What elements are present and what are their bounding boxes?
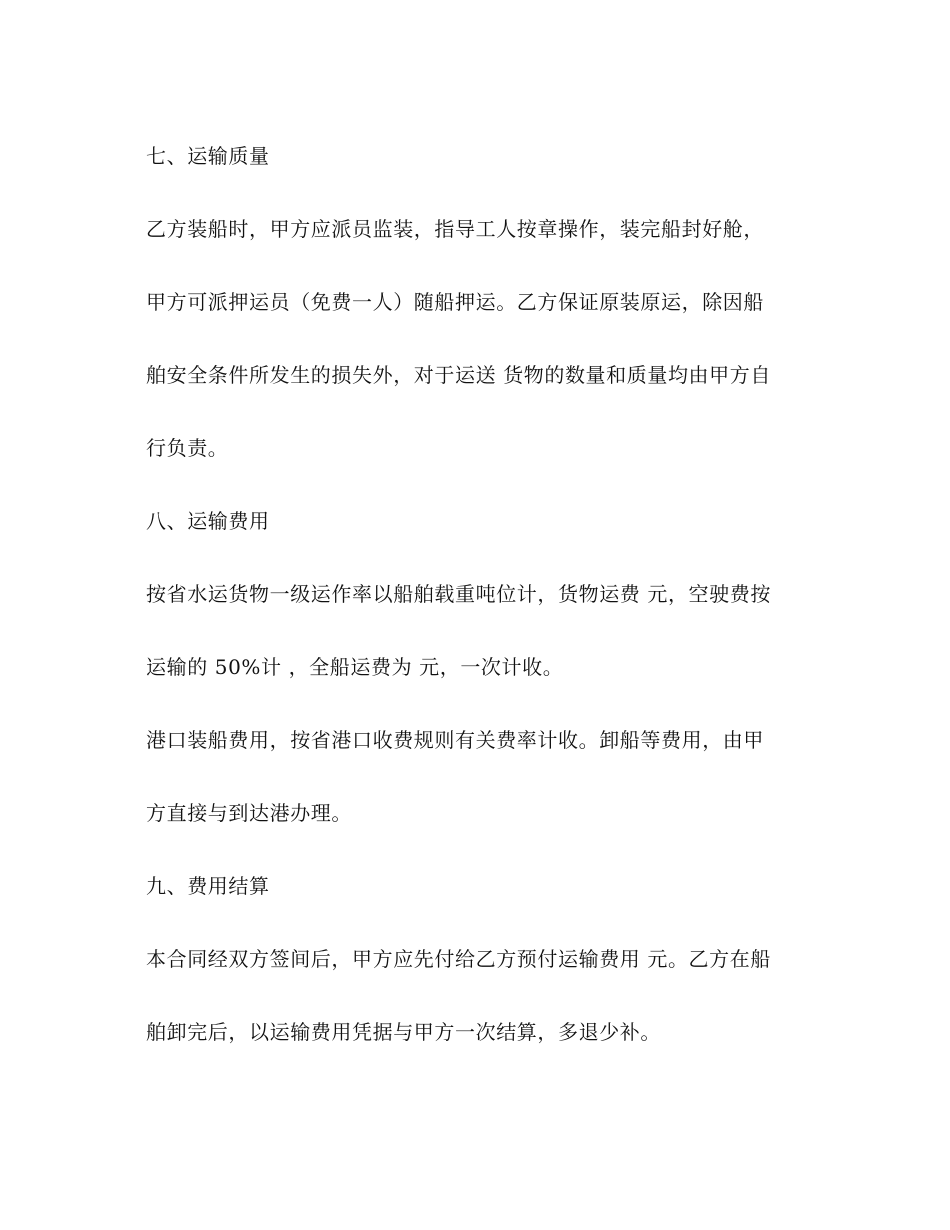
paragraph-line: 甲方可派押运员（免费一人）随船押运。乙方保证原装原运，除因船: [146, 290, 764, 314]
paragraph-line: 方直接与到达港办理。: [146, 801, 352, 825]
paragraph-line: 行负责。: [146, 436, 229, 460]
paragraph-line: 港口装船费用，按省港口收费规则有关费率计收。卸船等费用，由甲: [146, 728, 764, 752]
paragraph-line: 本合同经双方签间后，甲方应先付给乙方预付运输费用 元。乙方在船: [146, 947, 771, 971]
paragraph-line: 运输的 50%计 ，全船运费为 元，一次计收。: [146, 655, 564, 679]
section-heading-transport-fees: 八、运输费用: [146, 509, 270, 533]
paragraph-line: 按省水运货物一级运作率以船舶载重吨位计，货物运费 元，空驶费按: [146, 582, 771, 606]
section-heading-transport-quality: 七、运输质量: [146, 144, 270, 168]
paragraph-line: 舶卸完后，以运输费用凭据与甲方一次结算，多退少补。: [146, 1020, 661, 1044]
paragraph-line: 舶安全条件所发生的损失外，对于运送 货物的数量和质量均由甲方自: [146, 363, 771, 387]
section-heading-fee-settlement: 九、费用结算: [146, 874, 270, 898]
paragraph-line: 乙方装船时，甲方应派员监装，指导工人按章操作，装完船封好舱，: [146, 217, 764, 241]
